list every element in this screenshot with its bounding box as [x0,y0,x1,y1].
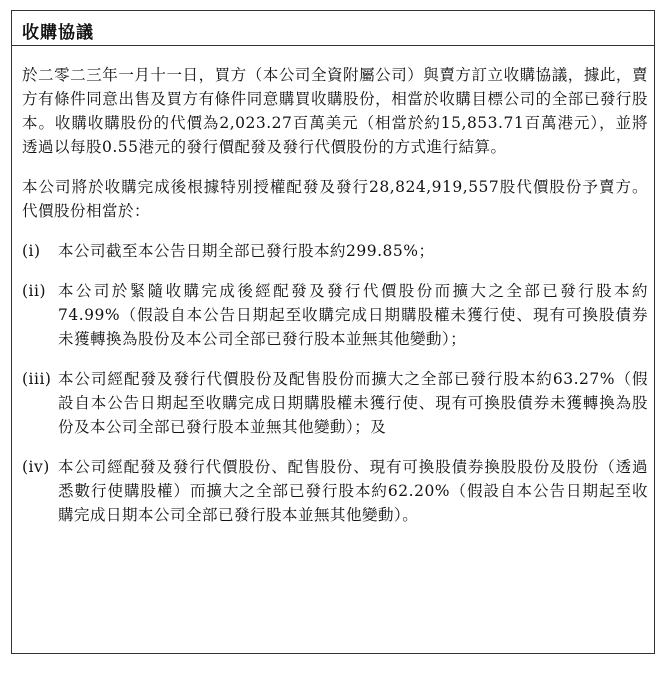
list-item-iii [22,367,648,439]
list-item-text: 本公司經配發及發行代價股份及配售股份而擴大之全部已發行股本約63.27%（假設自本公告日期起至收購完成日期購股權未獲行使、現有可換股債券未獲轉換為股份及本公司全部已發行股本並無其他變動）；及 [58,370,648,436]
list-item-label: (ii) [22,282,47,300]
list-item-text: 本公司於緊隨收購完成後經配發及發行代價股份而擴大之全部已發行股本約74.99%（假設自本公告日期起至收購完成日期購股權未獲行使、現有可換股債券未獲轉換為股份及本公司全部已發行股本並無其他變動）； [58,282,648,348]
document-box [11,10,655,654]
list-item-ii [22,279,648,351]
list-item-iv [22,455,648,527]
section-title: 收購協議 [12,11,654,46]
list-item-text: 本公司截至本公告日期全部已發行股本約299.85%； [58,242,435,260]
list-item-text: 本公司經配發及發行代價股份、配售股份、現有可換股債券換股股份及股份（透過悉數行使購股權）而擴大之全部已發行股本約62.20%（假設自本公告日期起至收購完成日期本公司全部已發行股本並無其他變動）。 [58,458,648,524]
document-body [22,63,648,527]
paragraph-consideration-shares: 本公司將於收購完成後根據特別授權配發及發行28,824,919,557股代價股份予賣方。代價股份相當於： [22,178,648,220]
list-item-label: (i) [22,242,41,260]
list-item-label: (iii) [22,370,52,388]
list-item-label: (iv) [22,458,50,476]
paragraph-agreement: 於二零二三年一月十一日，買方（本公司全資附屬公司）與賣方訂立收購協議，據此，賣方有條件同意出售及買方有條件同意購買收購股份，相當於收購目標公司的全部已發行股本。收購收購股份的代價為2,023.27百萬美元（相當於約15,853.71百萬港元），並將透過以每股0.55港元的發行價配發及發行代價股份的方式進行結算。 [22,66,648,156]
list-item-i [22,239,648,263]
